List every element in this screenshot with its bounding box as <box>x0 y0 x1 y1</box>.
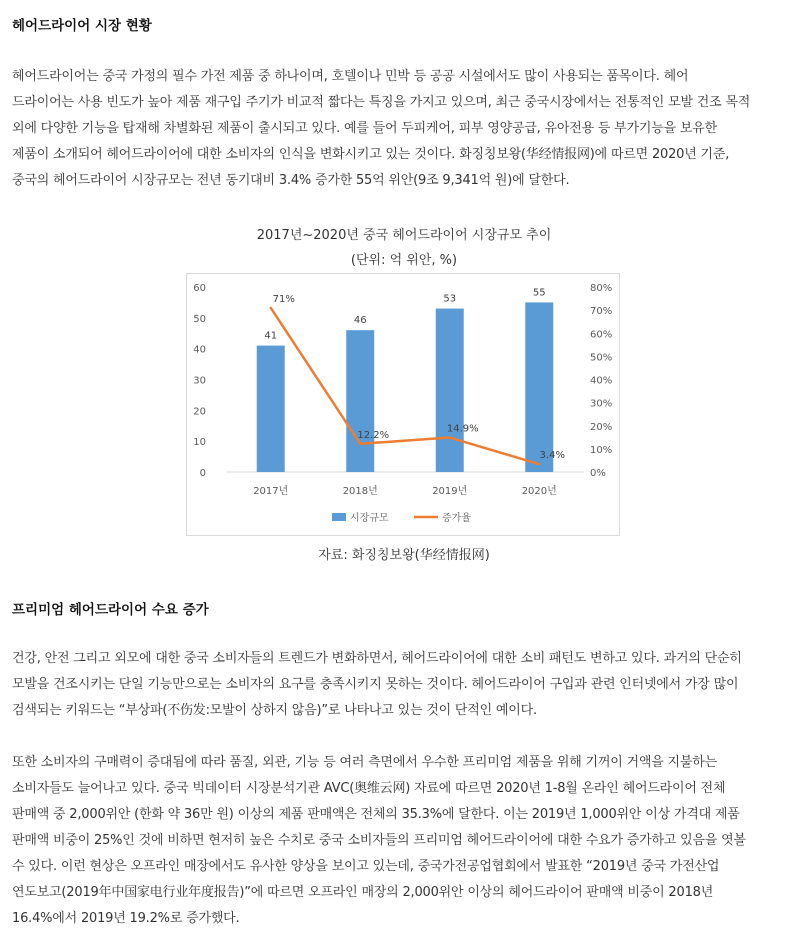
market-size-chart <box>186 273 620 536</box>
legend-label-growth-rate: 증가율 <box>442 513 471 524</box>
text-line: 중국의 헤어드라이어 시장규모는 전년 동기대비 3.4% 증가한 55억 위안(9조 9,341억 원)에 달한다. <box>12 173 570 188</box>
paragraph-premium-products <box>12 750 802 932</box>
y-left-tick-label: 0 <box>199 468 206 479</box>
chart-title: 2017년~2020년 중국 헤어드라이어 시장규모 추이 <box>256 228 552 243</box>
text-line: 모발을 건조시키는 단일 기능만으로는 소비자의 요구를 충족시키지 못하는 것이다. 헤어드라이어 구입과 관련 인터넷에서 가장 많이 <box>12 677 739 692</box>
text-line: 헤어드라이어는 중국 가정의 필수 가전 제품 중 하나이며, 호텔이나 민박 등 공공 시설에서도 많이 사용되는 품목이다. 헤어 <box>12 69 689 84</box>
growth-rate-label: 71% <box>272 293 295 305</box>
growth-rate-point <box>359 443 361 445</box>
x-category-label: 2017년 <box>253 486 289 497</box>
growth-rate-point <box>270 307 272 309</box>
paragraph-consumption-pattern <box>12 646 802 724</box>
text-line: 16.4%에서 2019년 19.2%로 증가했다. <box>12 911 240 926</box>
y-left-tick-label: 10 <box>193 437 206 449</box>
y-right-tick-label: 0% <box>590 468 606 479</box>
y-right-tick-label: 50% <box>590 352 613 364</box>
section-heading-market-status: 헤어드라이어 시장 현황 <box>12 18 152 34</box>
growth-rate-point <box>538 463 540 465</box>
legend-swatch-bar <box>332 513 346 521</box>
text-line: 검색되는 키워드는 “부상파(不伤发:모발이 상하지 않음)”로 나타나고 있는 것이 단적인 예이다. <box>12 703 537 718</box>
growth-rate-label: 14.9% <box>446 423 479 435</box>
text-line: 수 있다. 이런 현상은 오프라인 매장에서도 유사한 양상을 보이고 있는데, 중국가전공업협회에서 발표한 “2019년 중국 가전산업 <box>12 859 720 874</box>
bar <box>436 309 464 472</box>
bar-value-label: 53 <box>443 293 457 305</box>
y-left-tick-label: 20 <box>193 406 206 418</box>
bar <box>257 346 285 472</box>
text-line: 또한 소비자의 구매력이 증대됨에 따라 품질, 외관, 기능 등 여러 측면에서 우수한 프리미엄 제품을 위해 기꺼이 거액을 지불하는 <box>12 755 717 770</box>
y-right-tick-label: 60% <box>590 329 613 341</box>
y-left-tick-label: 40 <box>193 344 206 356</box>
bar-value-label: 41 <box>264 330 278 342</box>
x-category-label: 2020년 <box>521 486 557 497</box>
section-heading-premium-demand: 프리미엄 헤어드라이어 수요 증가 <box>12 602 209 618</box>
text-line: 연도보고(2019年中国家电行业年度报告)”에 따르면 오프라인 매장의 2,000위안 이상의 헤어드라이어 판매액 비중이 2018년 <box>12 885 714 900</box>
text-line: 외에 다양한 기능을 탑재해 차별화된 제품이 출시되고 있다. 예를 들어 두피케어, 피부 영양공급, 유아전용 등 부가기능을 보유한 <box>12 121 717 136</box>
text-line: 드라이어는 사용 빈도가 높아 제품 재구입 주기가 비교적 짧다는 특징을 가지고 있으며, 최근 중국시장에서는 전통적인 모발 건조 목적 <box>12 95 751 110</box>
text-line: 판매액 중 2,000위안 (한화 약 36만 원) 이상의 제품 판매액은 전체의 35.3%에 달한다. 이는 2019년 1,000위안 이상 가격대 제품 <box>12 807 740 822</box>
text-line: 제품이 소개되어 헤어드라이어에 대한 소비자의 인식을 변화시키고 있는 것이다. 화징칭보왕(华经情报网)에 따르면 2020년 기준, <box>12 147 730 162</box>
text-line: 판매액 비중이 25%인 것에 비하면 현저히 높은 수치로 중국 소비자들의 프리미엄 헤어드라이어에 대한 수요가 증가하고 있음을 엿볼 <box>12 833 746 848</box>
paragraph-market-status <box>12 64 802 194</box>
growth-rate-point <box>449 436 451 438</box>
growth-rate-label: 12.2% <box>357 429 390 441</box>
bar-value-label: 46 <box>353 315 367 327</box>
y-right-tick-label: 20% <box>590 421 613 433</box>
text-line: 소비자들도 늘어나고 있다. 중국 빅데이터 시장분석기관 AVC(奥维云网) 자료에 따르면 2020년 1-8월 온라인 헤어드라이어 전체 <box>12 781 726 796</box>
y-left-tick-label: 60 <box>193 283 206 294</box>
y-right-tick-label: 40% <box>590 375 613 387</box>
bar <box>346 330 374 472</box>
legend-label-market-size: 시장규모 <box>350 513 389 524</box>
x-category-label: 2019년 <box>432 486 468 497</box>
y-right-tick-label: 10% <box>590 444 613 456</box>
growth-rate-label: 3.4% <box>539 450 565 462</box>
chart-subtitle: (단위: 억 위안, %) <box>350 253 458 268</box>
y-left-tick-label: 50 <box>193 313 206 325</box>
bar-value-label: 55 <box>532 287 546 299</box>
y-right-tick-label: 80% <box>590 283 613 294</box>
chart-source: 자료: 화징칭보왕(华经情报网) <box>318 548 490 563</box>
y-left-tick-label: 30 <box>193 375 206 387</box>
x-category-label: 2018년 <box>342 486 378 497</box>
text-line: 건강, 안전 그리고 외모에 대한 중국 소비자들의 트렌드가 변화하면서, 헤어드라이어에 대한 소비 패턴도 변하고 있다. 과거의 단순히 <box>12 651 742 666</box>
bar <box>525 302 553 472</box>
y-right-tick-label: 30% <box>590 398 613 410</box>
y-right-tick-label: 70% <box>590 306 613 318</box>
